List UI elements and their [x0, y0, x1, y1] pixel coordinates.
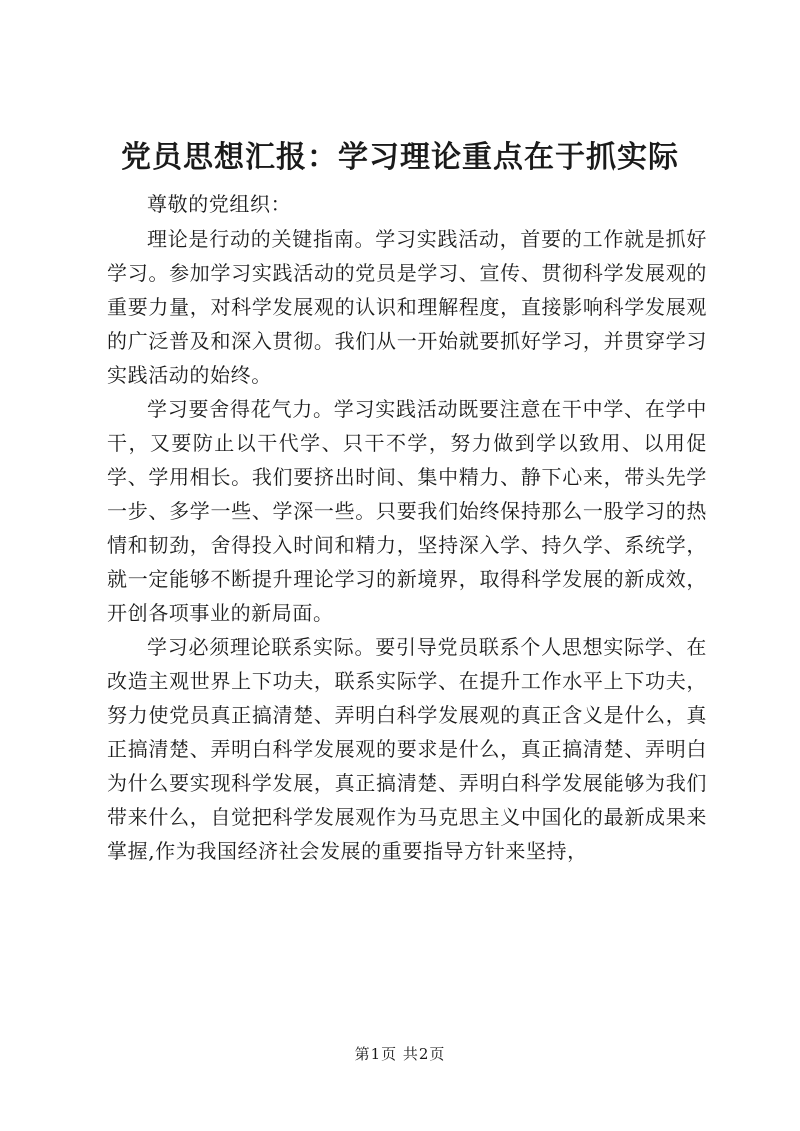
paragraph-2: 学习要舍得花气力。学习实践活动既要注意在干中学、在学中干，又要防止以干代学、只干不学，努力做到学以致用、以用促学、学用相长。我们要挤出时间、集中精力、静下心来，带头先学一步、多学一些、学深一些。只要我们始终保持那么一股学习的热情和韧劲，舍得投入时间和精力，坚持深入学、持久学、系统学，就一定能够不断提升理论学习的新境界，取得科学发展的新成效，开创各项事业的新局面。 [107, 397, 707, 625]
paragraph-3: 学习必须理论联系实际。要引导党员联系个人思想实际学、在改造主观世界上下功夫，联系实际学、在提升工作水平上下功夫，努力使党员真正搞清楚、弄明白科学发展观的真正含义是什么，真正搞清楚、弄明白科学发展观的要求是什么，真正搞清楚、弄明白为什么要实现科学发展，真正搞清楚、弄明白科学发展能够为我们带来什么，自觉把科学发展观作为马克思主义中国化的最新成果来掌握,作为我国经济社会发展的重要指导方针来坚持， [107, 635, 707, 863]
document-title: 党员思想汇报：学习理论重点在于抓实际 [121, 140, 679, 175]
page-number: 第1页 共2页 [354, 1045, 446, 1063]
paragraph-1: 理论是行动的关键指南。学习实践活动，首要的工作就是抓好学习。参加学习实践活动的党员是学习、宣传、贯彻科学发展观的重要力量，对科学发展观的认识和理解程度，直接影响科学发展观的广泛普及和深入贯彻。我们从一开始就要抓好学习，并贯穿学习实践活动的始终。 [107, 227, 707, 387]
salutation: 尊敬的党组织： [147, 192, 292, 216]
page-footer [0, 1044, 800, 1064]
document-body [107, 186, 707, 868]
